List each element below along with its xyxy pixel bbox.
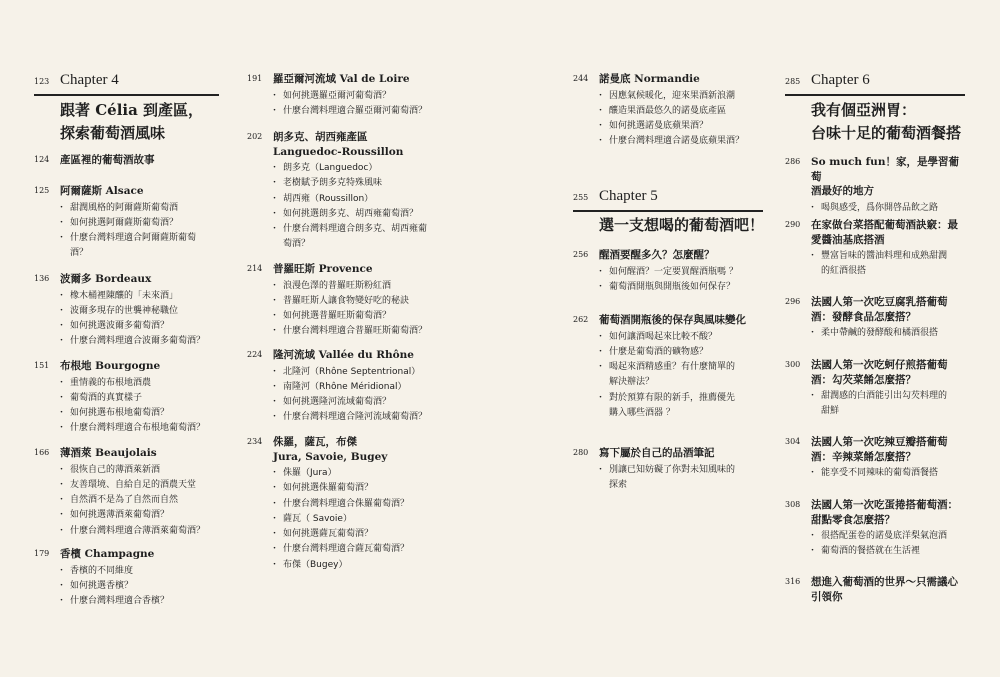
list-item: ・ 波爾多現存的世襲神秘職位 (60, 304, 205, 319)
chapter-6-heading (785, 72, 870, 89)
list-item: ・ 喝起來酒精感重？有什麼簡單的 (599, 360, 746, 375)
list-item-continuation: 萄酒？ (283, 239, 311, 250)
section-title: So much fun！家，是學習葡萄 酒最好的地方 (811, 156, 959, 197)
list-item: ・ 如何挑選阿爾薩斯葡萄酒？ (60, 216, 196, 231)
list-item: ・ 什麼台灣料理適合薩瓦葡萄酒？ (273, 542, 409, 557)
list-item: ・ 重情義的布根地酒農 (60, 376, 205, 391)
list-item: ・ 薩瓦（ Savoie） (273, 512, 409, 527)
toc-section[interactable]: 136 波爾多 Bordeaux ・ 橡木桶裡陳釀的「未來酒」 ・ 波爾多現存的世襲神秘職位 ・ 如何挑選波爾多葡萄酒？ ・ 什麼台灣料理適合波爾多葡萄酒？ (34, 272, 205, 350)
section-title: 布根地 Bourgogne (60, 360, 161, 372)
list-item: ・ 甜潤感的白酒能引出勾芡料理的 (811, 389, 948, 404)
section-title: 侏羅，薩瓦，布傑 Jura, Savoie, Bugey (273, 436, 388, 463)
toc-section[interactable]: 296 法國人第一次吃豆腐乳搭葡萄 酒：發酵食品怎麼搭？ ・ 柔中帶鹹的發酵酸和橘酒很搭 (785, 295, 948, 341)
divider (34, 94, 219, 96)
list-item: ・ 如何挑選香檳？ (60, 579, 169, 594)
toc-section[interactable]: 256 醒酒要醒多久？怎麼醒？ ・ 如何醒酒？一定要買醒酒瓶嗎 ？ ・ 葡萄酒開瓶與開瓶後如何保存？ (573, 248, 738, 295)
toc-section[interactable]: 125 阿爾薩斯 Alsace ・ 甜潤風格的阿爾薩斯葡萄酒 ・ 如何挑選阿爾薩斯葡萄酒？ ・ 什麼台灣料理適合阿爾薩斯葡萄 酒？ (34, 184, 196, 262)
list-item: ・ 如何挑選波爾多葡萄酒？ (60, 319, 205, 334)
list-item: ・ 如何挑選普羅旺斯葡萄酒？ (273, 309, 427, 324)
section-title: 葡萄酒開瓶後的保存與風味變化 (599, 314, 746, 326)
list-item-continuation: 的紅酒很搭 (821, 266, 867, 277)
section-title: 法國人第一次吃蚵仔煎搭葡萄 酒：勾芡菜餚怎麼搭？ (811, 359, 948, 386)
list-item: ・ 什麼台灣料理適合布根地葡萄酒？ (60, 421, 205, 436)
chapter-title: 我有個亞洲胃： 台味十足的葡萄酒餐搭 (811, 101, 962, 142)
toc-section[interactable]: 224 隆河流域 Vallée du Rhône ・ 北隆河（Rhône Septentrional） ・ 南隆河（Rhône Méridional） ・ 如何挑選隆河流域葡萄酒？ ・ 什麼台灣料理適合隆河流域葡萄酒？ (247, 348, 427, 426)
page-number: 255 (573, 193, 589, 202)
list-item: ・ 對於預算有限的新手，推薦優先 (599, 391, 746, 406)
toc-section[interactable]: 179 香檳 Champagne ・ 香檳的不同維度 ・ 如何挑選香檳？ ・ 什麼台灣料理適合香檳？ (34, 547, 169, 609)
list-item: ・ 什麼台灣料理適合朗多克、胡西雍葡 (273, 222, 427, 237)
chapter-5-heading (573, 188, 658, 205)
chapter-label: Chapter 5 (599, 188, 658, 204)
divider (573, 210, 763, 212)
list-item: ・ 如何挑選薄酒萊葡萄酒？ (60, 508, 205, 523)
list-item: ・ 葡萄酒的餐搭就在生活裡 (811, 544, 958, 559)
toc-section[interactable]: 280 寫下屬於自己的品酒筆記 ・ 別讓已知妨礙了你對未知風味的 探索 (573, 446, 735, 493)
list-item: ・ 如何挑選諾曼底蘋果酒？ (599, 119, 744, 134)
list-item: ・ 橡木桶裡陳釀的「未來酒」 (60, 289, 205, 304)
toc-section[interactable]: 262 葡萄酒開瓶後的保存與風味變化 ・ 如何讓酒喝起來比較不酸？ ・ 什麼是葡萄酒的礦物感？ ・ 喝起來酒精感重？有什麼簡單的 解決辦法？ ・ 對於預算有限的新手，推薦優先 購入哪些酒器 ？ (573, 313, 746, 421)
list-item: ・ 因應氣候暖化，迎來果酒新浪潮 (599, 89, 744, 104)
section-title: 法國人第一次吃豆腐乳搭葡萄 酒：發酵食品怎麼搭？ (811, 296, 948, 323)
list-item: ・ 什麼台灣料理適合波爾多葡萄酒？ (60, 334, 205, 349)
section-title: 隆河流域 Vallée du Rhône (273, 349, 414, 361)
list-item: ・ 如何醒酒？一定要買醒酒瓶嗎 ？ (599, 265, 738, 280)
list-item: ・ 如何挑選朗多克、胡西雍葡萄酒？ (273, 207, 427, 222)
list-item: ・ 北隆河（Rhône Septentrional） (273, 365, 427, 380)
page-number: 123 (34, 77, 50, 86)
section-title: 產區裡的葡萄酒故事 (60, 154, 155, 166)
list-item: ・ 能享受不同辣味的葡萄酒餐搭 (811, 466, 948, 481)
section-title: 薄酒萊 Beaujolais (60, 447, 157, 459)
chapter-label: Chapter 4 (60, 72, 119, 88)
list-item: ・ 如何挑選侏羅葡萄酒？ (273, 481, 409, 496)
list-item: ・ 老樹賦予朗多克特殊風味 (273, 176, 427, 191)
toc-section[interactable]: 214 普羅旺斯 Provence ・ 浪漫色澤的普羅旺斯粉紅酒 ・ 普羅旺斯人讓食物變好吃的秘訣 ・ 如何挑選普羅旺斯葡萄酒？ ・ 什麼台灣料理適合普羅旺斯葡萄酒？ (247, 262, 427, 340)
toc-section[interactable]: 286 So much fun！家，是學習葡萄 酒最好的地方 ・ 喝與感受，爲你開啓品飲之路 (785, 155, 965, 216)
section-title: 醒酒要醒多久？怎麼醒？ (599, 249, 715, 261)
list-item: ・ 朗多克（Languedoc） (273, 161, 427, 176)
section-title: 羅亞爾河流域 Val de Loire (273, 73, 410, 85)
list-item: ・ 什麼台灣料理適合侏羅葡萄酒？ (273, 497, 409, 512)
list-item: ・ 如何挑選薩瓦葡萄酒？ (273, 527, 409, 542)
section-title: 普羅旺斯 Provence (273, 263, 373, 275)
chapter-title: 選一支想喝的葡萄酒吧！ (599, 216, 765, 234)
list-item: ・ 很恢自己的薄酒萊新酒 (60, 463, 205, 478)
section-title: 在家做台菜搭配葡萄酒訣竅：最 愛醬油基底搭酒 (811, 219, 958, 246)
list-item: ・ 喝與感受，爲你開啓品飲之路 (811, 201, 965, 216)
list-item: ・ 如何讓酒喝起來比較不酸？ (599, 330, 746, 345)
toc-section[interactable]: 290 在家做台菜搭配葡萄酒訣竅：最 愛醬油基底搭酒 ・ 豐富旨味的醬油料理和成熟甜潤 的紅酒很搭 (785, 218, 958, 280)
section-title: 波爾多 Bordeaux (60, 273, 152, 285)
list-item: ・ 香檳的不同維度 (60, 564, 169, 579)
list-item: ・ 南隆河（Rhône Méridional） (273, 380, 427, 395)
list-item: ・ 什麼台灣料理適合羅亞爾河葡萄酒？ (273, 104, 427, 119)
list-item: ・ 胡西雍（Roussillon） (273, 192, 427, 207)
list-item: ・ 如何挑選隆河流域葡萄酒？ (273, 395, 427, 410)
list-item: ・ 什麼台灣料理適合香檳？ (60, 594, 169, 609)
list-item: ・ 什麼台灣料理適合薄酒萊葡萄酒？ (60, 524, 205, 539)
section-title: 想進入葡萄酒的世界～只需議心 引領你 (811, 576, 958, 603)
toc-section[interactable]: 244 諾曼底 Normandie ・ 因應氣候暖化，迎來果酒新浪潮 ・ 釀造果酒最悠久的諾曼底產區 ・ 如何挑選諾曼底蘋果酒？ ・ 什麼台灣料理適合諾曼底蘋果酒？ (573, 72, 744, 150)
list-item: ・ 豐富旨味的醬油料理和成熟甜潤 (811, 249, 958, 264)
list-item: ・ 什麼台灣料理適合阿爾薩斯葡萄 (60, 231, 196, 246)
list-item: ・ 什麼台灣料理適合隆河流域葡萄酒？ (273, 410, 427, 425)
toc-section[interactable]: 191 羅亞爾河流域 Val de Loire ・ 如何挑選羅亞爾河葡萄酒？ ・ 什麼台灣料理適合羅亞爾河葡萄酒？ (247, 72, 427, 119)
section-title: 香檳 Champagne (60, 548, 155, 560)
section-title: 諾曼底 Normandie (599, 73, 700, 85)
toc-section[interactable]: 234 侏羅，薩瓦，布傑 Jura, Savoie, Bugey ・ 侏羅（Jura） ・ 如何挑選侏羅葡萄酒？ ・ 什麼台灣料理適合侏羅葡萄酒？ ・ 薩瓦（ Savoie） ・ 如何挑選薩瓦葡萄酒？ ・ 什麼台灣料理適合薩瓦葡萄酒？ ・ 布傑（Bugey） (247, 435, 409, 573)
list-item: ・ 甜潤風格的阿爾薩斯葡萄酒 (60, 201, 196, 216)
list-item: ・ 侏羅（Jura） (273, 466, 409, 481)
toc-section[interactable]: 202 朗多克、胡西雍產區 Languedoc-Roussillon ・ 朗多克（Languedoc） ・ 老樹賦予朗多克特殊風味 ・ 胡西雍（Roussillon） ・ 如何挑選朗多克、胡西雍葡萄酒？ ・ 什麼台灣料理適合朗多克、胡西雍葡 萄酒？ (247, 130, 427, 253)
chapter-4-heading (34, 72, 119, 89)
list-item: ・ 友善環境、自給自足的酒農天堂 (60, 478, 205, 493)
list-item: ・ 柔中帶鹹的發酵酸和橘酒很搭 (811, 326, 948, 341)
list-item: ・ 普羅旺斯人讓食物變好吃的秘訣 (273, 294, 427, 309)
list-item-continuation: 探索 (609, 479, 628, 490)
list-item: ・ 什麼台灣料理適合普羅旺斯葡萄酒？ (273, 324, 427, 339)
list-item: ・ 什麼是葡萄酒的礦物感？ (599, 345, 746, 360)
list-item: ・ 別讓已知妨礙了你對未知風味的 (599, 463, 735, 478)
section-title: 法國人第一次吃辣豆瓣搭葡萄 酒：辛辣菜餚怎麼搭？ (811, 436, 948, 463)
list-item: ・ 如何挑選布根地葡萄酒？ (60, 406, 205, 421)
page-number: 285 (785, 77, 801, 86)
toc-section[interactable]: 316 想進入葡萄酒的世界～只需議心 引領你 (785, 576, 958, 603)
list-item: ・ 什麼台灣料理適合諾曼底蘋果酒？ (599, 134, 744, 149)
toc-section[interactable]: 300 法國人第一次吃蚵仔煎搭葡萄 酒：勾芡菜餚怎麼搭？ ・ 甜潤感的白酒能引出勾芡料理的 甜鮮 (785, 358, 948, 420)
list-item: ・ 葡萄酒開瓶與開瓶後如何保存？ (599, 280, 738, 295)
list-item: ・ 釀造果酒最悠久的諾曼底產區 (599, 104, 744, 119)
toc-section[interactable]: 304 法國人第一次吃辣豆瓣搭葡萄 酒：辛辣菜餚怎麼搭？ ・ 能享受不同辣味的葡萄酒餐搭 (785, 435, 948, 481)
toc-section[interactable]: 151 布根地 Bourgogne ・ 重情義的布根地酒農 ・ 葡萄酒的真實樣子 ・ 如何挑選布根地葡萄酒？ ・ 什麼台灣料理適合布根地葡萄酒？ (34, 359, 205, 437)
list-item-continuation: 甜鮮 (821, 406, 840, 417)
list-item: ・ 葡萄酒的真實樣子 (60, 391, 205, 406)
section-title: 法國人第一次吃蛋捲搭葡萄酒： 甜點零食怎麼搭？ (811, 499, 958, 526)
chapter-label: Chapter 6 (811, 72, 870, 88)
list-item: ・ 如何挑選羅亞爾河葡萄酒？ (273, 89, 427, 104)
list-item-continuation: 酒？ (70, 248, 89, 259)
toc-section[interactable]: 124 產區裡的葡萄酒故事 (34, 154, 155, 166)
toc-section[interactable]: 166 薄酒萊 Beaujolais ・ 很恢自己的薄酒萊新酒 ・ 友善環境、自給自足的酒農天堂 ・ 自然酒不是為了自然而自然 ・ 如何挑選薄酒萊葡萄酒？ ・ 什麼台灣料理適合薄酒萊葡萄酒？ (34, 446, 205, 539)
section-title: 朗多克、胡西雍產區 Languedoc-Roussillon (273, 131, 404, 158)
divider (785, 94, 965, 96)
list-item: ・ 很搭配蛋卷的諾曼底洋梨氣泡酒 (811, 529, 958, 544)
list-item-continuation: 解決辦法？ (609, 377, 655, 388)
chapter-title: 跟著 Célia 到產區， 探索葡萄酒風味 (60, 101, 204, 142)
section-title: 寫下屬於自己的品酒筆記 (599, 447, 715, 459)
list-item: ・ 浪漫色澤的普羅旺斯粉紅酒 (273, 279, 427, 294)
section-title: 阿爾薩斯 Alsace (60, 185, 144, 197)
toc-section[interactable]: 308 法國人第一次吃蛋捲搭葡萄酒： 甜點零食怎麼搭？ ・ 很搭配蛋卷的諾曼底洋梨氣泡酒 ・ 葡萄酒的餐搭就在生活裡 (785, 498, 958, 560)
list-item-continuation: 購入哪些酒器 ？ (609, 407, 675, 418)
list-item: ・ 布傑（Bugey） (273, 558, 409, 573)
list-item: ・ 自然酒不是為了自然而自然 (60, 493, 205, 508)
